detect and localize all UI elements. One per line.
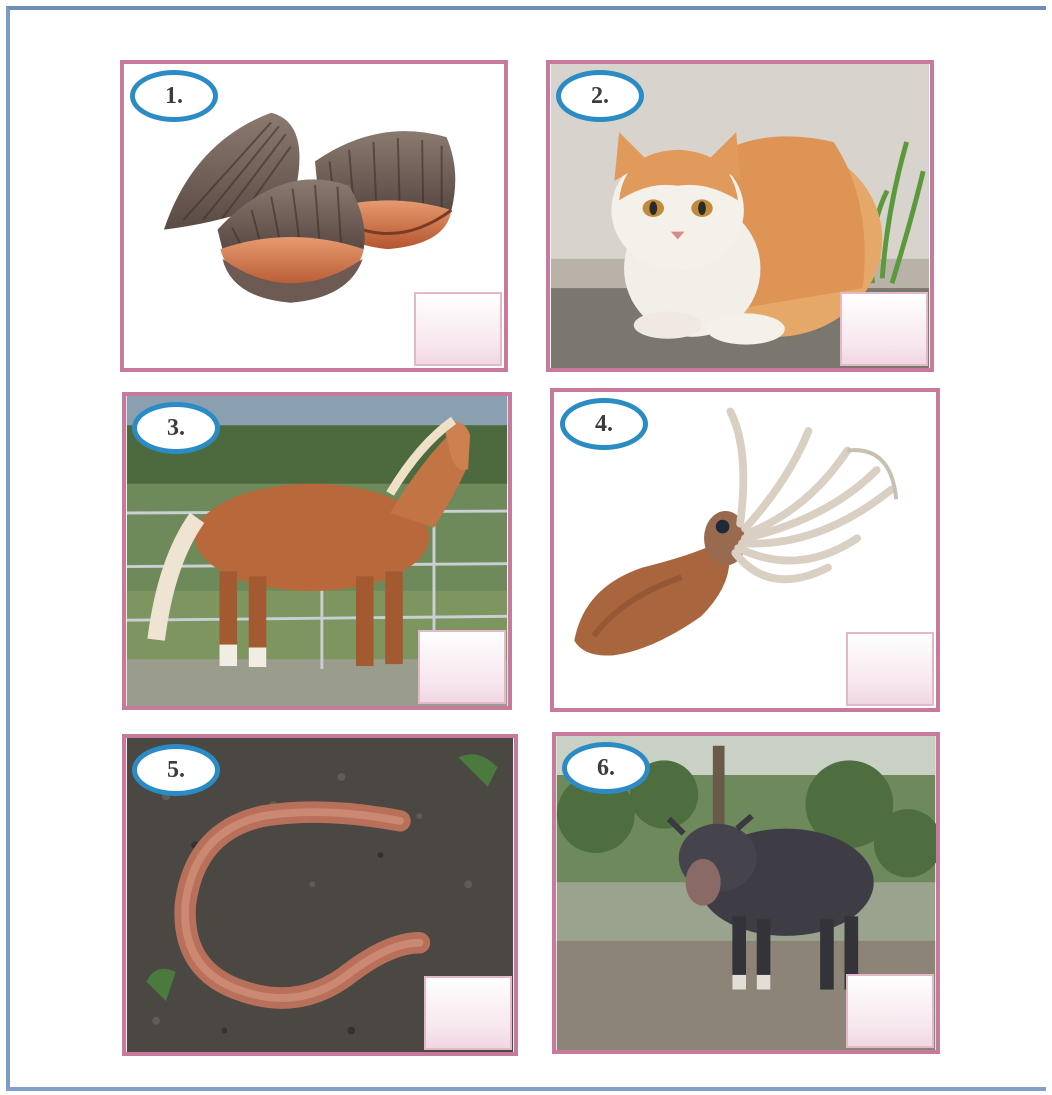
number-badge: 1. (130, 70, 218, 122)
picture-card-6 (552, 732, 940, 1054)
worksheet-frame (6, 6, 1046, 1091)
number-badge: 5. (132, 744, 220, 796)
picture-card-5 (122, 734, 518, 1056)
answer-box[interactable] (424, 976, 512, 1050)
number-badge: 2. (556, 70, 644, 122)
answer-box[interactable] (418, 630, 506, 704)
picture-card-4 (550, 388, 940, 712)
picture-card-1 (120, 60, 508, 372)
answer-box[interactable] (846, 632, 934, 706)
answer-box[interactable] (840, 292, 928, 366)
answer-box[interactable] (846, 974, 934, 1048)
picture-card-2 (546, 60, 934, 372)
number-badge: 4. (560, 398, 648, 450)
picture-card-3 (122, 392, 512, 710)
number-badge: 3. (132, 402, 220, 454)
answer-box[interactable] (414, 292, 502, 366)
number-badge: 6. (562, 742, 650, 794)
